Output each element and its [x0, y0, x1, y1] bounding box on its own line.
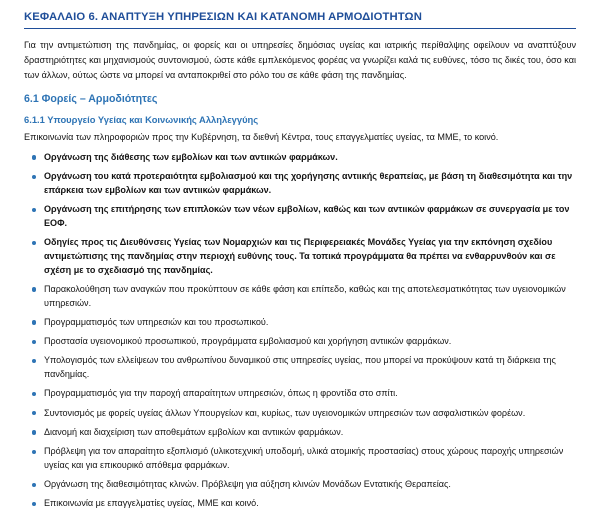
list-item: Προγραμματισμός των υπηρεσιών και του προσωπικού.: [24, 316, 576, 330]
list-item: Επικοινωνία με επαγγελματίες υγείας, ΜΜΕ και κοινό.: [24, 497, 576, 511]
list-item: Προγραμματισμός για την παροχή απαραίτητων υπηρεσιών, όπως η φροντίδα στο σπίτι.: [24, 387, 576, 401]
list-item: Παρακολούθηση των αναγκών που προκύπτουν σε κάθε φάση και επίπεδο, καθώς και της αποτελεσματικότητας των υγειονομικών υπηρεσιών.: [24, 283, 576, 311]
intro-paragraph: Για την αντιμετώπιση της πανδημίας, οι φορείς και οι υπηρεσίες δημόσιας υγείας και ιατρικής περίθαλψης οφείλουν να αναπτύξουν δραστηριότητες και μηχανισμούς συντονισμού, ώστε κάθε εμπλεκόμενος φορέας να γνωρίζει καλά τις ευθύνες, τόσο τις δικές του, όσο και των άλλων, ούτως ώστε να μπορεί να ανταποκριθεί στο ρόλο του σε κάθε φάση της πανδημίας.: [24, 40, 576, 80]
list-item: Υπολογισμός των ελλείψεων του ανθρωπίνου δυναμικού στις υπηρεσίες υγείας, που μπορεί να προκύψουν κατά τη διάρκεια της πανδημίας.: [24, 354, 576, 382]
list-item: Διανομή και διαχείριση των αποθεμάτων εμβολίων και αντιικών φαρμάκων.: [24, 426, 576, 440]
subsection-heading-6-1-1: 6.1.1 Υπουργείο Υγείας και Κοινωνικής Αλληλεγγύης: [24, 114, 259, 126]
responsibilities-list: [24, 151, 576, 511]
list-item: Οργάνωση της επιτήρησης των επιπλοκών των νέων εμβολίων, καθώς και των αντιικών φαρμάκων σε συνεργασία με τον ΕΟΦ.: [24, 203, 576, 231]
list-item: Οργάνωση της διάθεσης των εμβολίων και των αντιικών φαρμάκων.: [24, 151, 576, 165]
list-item: Πρόβλεψη για τον απαραίτητο εξοπλισμό (υλικοτεχνική υποδομή, υλικά ατομικής προστασίας) στους χώρους παροχής υπηρεσιών υγείας και για επικουρικό απόθεμα φαρμάκων.: [24, 445, 576, 473]
list-item: Οργάνωση του κατά προτεραιότητα εμβολιασμού και της χορήγησης αντιικής θεραπείας, με βάση τη διαθεσιμότητα και την επάρκεια των εμβολίων και των αντιικών φαρμάκων.: [24, 170, 576, 198]
list-item: Οργάνωση της διαθεσιμότητας κλινών. Πρόβλεψη για αύξηση κλινών Μονάδων Εντατικής Θεραπείας.: [24, 478, 576, 492]
list-item: Οδηγίες προς τις Διευθύνσεις Υγείας των Νομαρχιών και τις Περιφερειακές Μονάδες Υγείας για την εκπόνηση σχεδίου αντιμετώπισης της πανδημίας στην περιοχή ευθύνης τους. Τα τοπικά προγράμματα θα πρέπει να ενθαρρυνθούν και σε σχέση με το σχεδιασμό της πανδημίας.: [24, 236, 576, 277]
section-heading-6-1: 6.1 Φορείς – Αρμοδιότητες: [24, 93, 158, 106]
chapter-title: ΚΕΦΑΛΑΙΟ 6. ΑΝΑΠΤΥΞΗ ΥΠΗΡΕΣΙΩΝ ΚΑΙ ΚΑΤΑΝΟΜΗ ΑΡΜΟΔΙΟΤΗΤΩΝ: [24, 10, 576, 29]
list-item: Προστασία υγειονομικού προσωπικού, προγράμματα εμβολιασμού και χορήγηση αντιικών φαρμάκων.: [24, 335, 576, 349]
list-item: Συντονισμός με φορείς υγείας άλλων Υπουργείων και, κυρίως, των υγειονομικών υπηρεσιών των ασφαλιστικών φορέων.: [24, 407, 576, 421]
subsection-lead-paragraph: Επικοινωνία των πληροφοριών προς την Κυβέρνηση, τα διεθνή Κέντρα, τους επαγγελματίες υγείας, τα ΜΜΕ, το κοινό.: [24, 132, 499, 143]
